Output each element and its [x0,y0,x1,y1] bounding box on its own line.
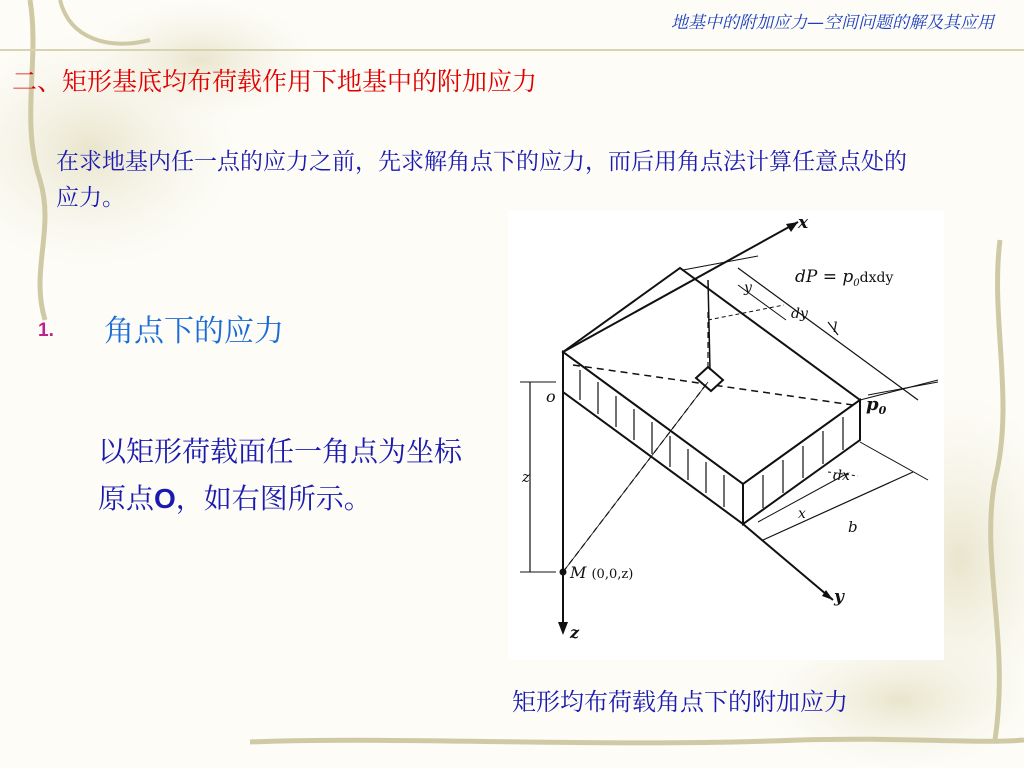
point-m-label: M (0,0,z) [570,563,634,582]
list-item-number: 1. [38,320,54,341]
b-dimension-label: b [848,518,858,536]
rectangular-load-diagram [508,210,944,660]
origin-symbol: O [154,483,176,514]
x-dimension-label: x [798,506,806,522]
y-axis [743,524,833,600]
z-axis-label: z [570,623,580,642]
dy-label: dy [791,306,808,322]
p0-label: $p_0$ [866,394,887,417]
intro-paragraph: 在求地基内任一点的应力之前，先求解角点下的应力，而后用角点法计算任意点处的应力。 [56,149,907,211]
body-paragraph [98,428,470,522]
section-title: 二、矩形基底均布荷载作用下地基中的附加应力 [12,67,538,96]
z-dimension-label: z [522,468,530,486]
l-dimension-label: l [833,320,838,336]
slide-header: 地基中的附加应力—空间问题的解及其应用 [671,13,994,33]
body-text-start: 以矩形荷载面任一角点为坐标原点 [98,435,463,515]
body-text-end: ，如右图所示。 [175,482,372,515]
list-item-title: 角点下的应力 [104,314,284,349]
dp-formula-label: dP = $p_0^{dxdy}$ [795,267,894,289]
diagram-svg [508,210,944,660]
y-axis-label: y [834,587,844,607]
y-dimension-label: y [744,280,752,296]
dx-label: dx [833,468,850,484]
origin-label: o [546,387,556,406]
x-axis-label: x [798,213,809,233]
figure-caption: 矩形均布荷载角点下的附加应力 [512,688,848,716]
